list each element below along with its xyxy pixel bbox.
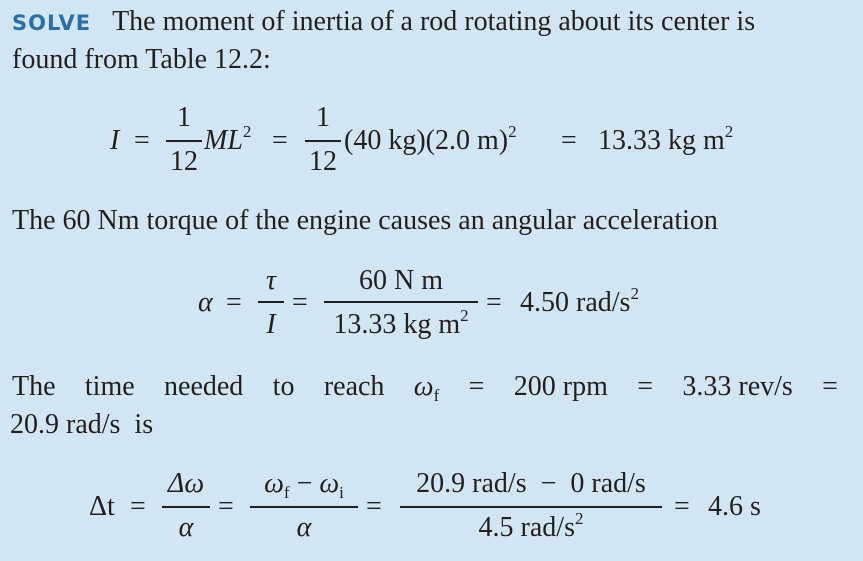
eq3-fraction-3 — [400, 466, 662, 546]
time-sentence-line-2: 20.9 rad/s is — [10, 409, 154, 440]
eq2-equals-3: = — [486, 287, 502, 318]
eq1-frac2-bar — [305, 140, 341, 142]
eq1-frac2-denominator: 12 — [309, 146, 337, 177]
eq3-omega-final-subscript: f — [283, 483, 290, 502]
intro-line-2: found from Table 12.2: — [12, 44, 271, 75]
eq2-frac1-bar — [258, 301, 284, 303]
eq1-lhs: I — [110, 125, 120, 156]
eq3-fraction-1 — [162, 466, 210, 546]
eq3-lhs — [89, 493, 115, 521]
eq3-frac2-denominator: α — [296, 512, 312, 543]
time-value-revs: 3.33 rev/s — [682, 371, 793, 402]
eq2-frac2-numerator: 60 N m — [359, 265, 443, 296]
eq3-frac3-bar — [400, 506, 662, 508]
time-word-3: needed — [164, 371, 244, 402]
time-value-rpm: 200 rpm — [513, 371, 608, 402]
eq2-lhs: α — [198, 287, 213, 318]
eq2-fraction-2 — [324, 263, 478, 343]
eq1-equals-3: = — [561, 125, 577, 156]
time-word-1: The — [12, 371, 56, 402]
time-omega-subscript: f — [433, 386, 440, 405]
time-word-4: to — [272, 371, 295, 402]
eq3-frac3-numerator: 20.9 rad/s − 0 rad/s — [416, 468, 646, 499]
eq1-equals-2: = — [272, 125, 288, 156]
eq1-term1 — [204, 122, 252, 158]
eq3-frac3-denominator-text: 4.5 rad/s — [478, 512, 575, 543]
eq2-frac1-numerator: τ — [265, 265, 277, 296]
eq3-equals-2: = — [218, 491, 234, 522]
eq2-equals-2: = — [292, 287, 308, 318]
eq1-frac1-numerator: 1 — [177, 102, 191, 133]
eq2-frac2-denominator-exponent: 2 — [460, 306, 469, 325]
time-equals-2: = — [637, 371, 654, 402]
eq3-frac1-bar — [162, 506, 210, 508]
intro-text-1: The moment of inertia of a rod rotating about its center is — [112, 6, 756, 37]
eq1-result-text: 13.33 kg m — [598, 125, 725, 156]
eq3-frac2-numerator: $\omega_f - \omega_i$ — [264, 468, 344, 502]
time-equals-1: = — [468, 371, 485, 402]
eq1-term2-exponent: 2 — [508, 122, 517, 141]
eq3-frac1-numerator: Δω — [167, 468, 205, 499]
eq2-result-text: 4.50 rad/s — [520, 287, 631, 318]
time-omega-symbol: ω — [413, 371, 434, 402]
eq3-omega-final: ω — [264, 468, 284, 499]
eq2-result-exponent: 2 — [630, 284, 639, 303]
eq1-frac2-numerator: 1 — [316, 102, 330, 133]
time-sentence-line-1 — [12, 373, 838, 404]
torque-sentence: The 60 Nm torque of the engine causes an angular acceleration — [12, 205, 718, 236]
eq1-result-exponent: 2 — [724, 122, 734, 141]
eq1-equals-1: = — [134, 125, 150, 156]
eq3-equals-1: = — [130, 491, 146, 522]
eq1-term1-text: ML — [204, 125, 243, 156]
eq1-term2-text: (40 kg)(2.0 m) — [344, 125, 509, 156]
eq2-frac2-denominator — [324, 306, 478, 342]
eq2-frac2-bar — [324, 301, 478, 303]
eq3-lhs-text: Δt — [89, 491, 115, 522]
eq3-frac3-denominator-exponent: 2 — [574, 509, 584, 528]
eq2-frac2-denominator-text: 13.33 kg m — [333, 309, 461, 340]
intro-line-1 — [12, 8, 755, 37]
time-omega-final — [414, 373, 439, 404]
eq2-equals-1: = — [226, 287, 242, 318]
eq3-fraction-2 — [250, 466, 358, 546]
time-equals-3: = — [822, 371, 838, 402]
eq2-fraction-1 — [258, 263, 284, 339]
eq3-frac1-denominator: α — [178, 512, 194, 543]
eq1-frac1-denominator: 12 — [170, 146, 198, 177]
eq3-frac3-denominator — [400, 509, 662, 545]
eq3-frac2-bar — [250, 506, 358, 508]
eq1-term1-exponent: 2 — [242, 122, 252, 141]
solve-heading: SOLVE — [12, 11, 92, 35]
eq3-result: 4.6 s — [708, 491, 761, 522]
eq1-fraction-2 — [305, 102, 341, 178]
time-word-5: reach — [323, 371, 385, 402]
eq3-equals-4: = — [674, 491, 690, 522]
eq2-frac1-denominator: I — [266, 309, 276, 340]
eq1-frac1-bar — [166, 140, 202, 142]
eq3-equals-3: = — [366, 491, 382, 522]
eq3-omega-initial: ω — [319, 468, 340, 499]
eq1-term2 — [344, 122, 517, 158]
eq3-omega-initial-subscript: i — [339, 483, 344, 502]
eq1-fraction-1 — [166, 102, 202, 178]
eq2-result — [520, 284, 639, 320]
time-word-2: time — [84, 371, 135, 402]
eq1-result — [598, 122, 734, 158]
